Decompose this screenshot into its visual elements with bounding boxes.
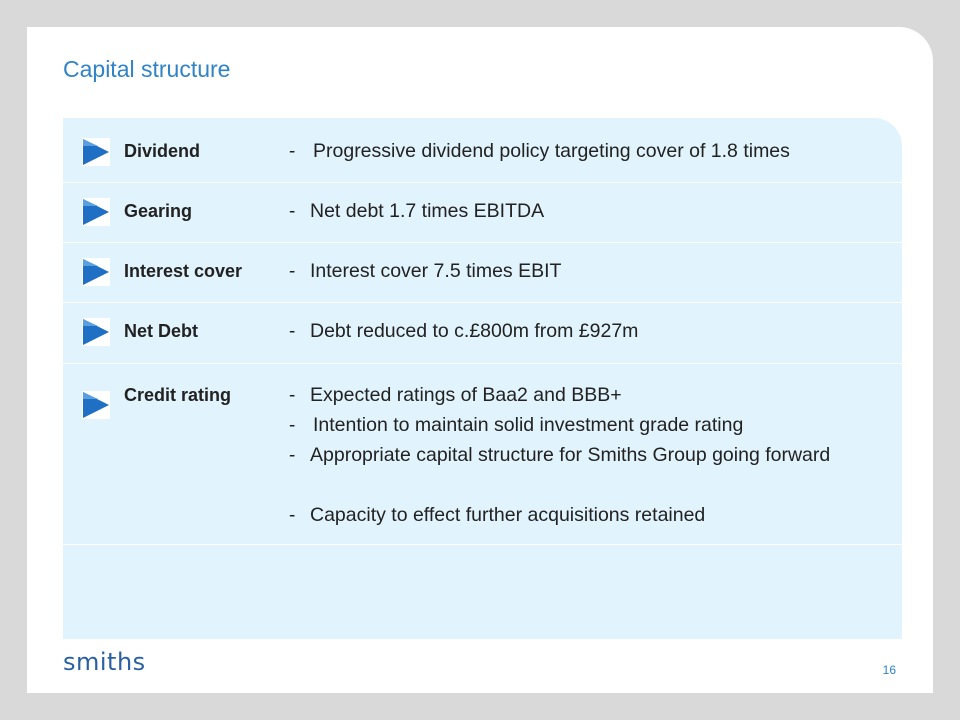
item-label: Dividend: [124, 141, 201, 161]
item-dash: -: [289, 261, 296, 282]
item-text: Progressive dividend policy targeting cover of 1.8 times: [313, 140, 790, 162]
item-label: Net Debt: [124, 321, 199, 341]
item-text: Appropriate capital structure for Smiths Group going forward: [310, 444, 831, 466]
item-text: Expected ratings of Baa2 and BBB+: [310, 384, 622, 406]
item-text: Intention to maintain solid investment grade rating: [313, 414, 744, 436]
arrow-bullet-icon: [82, 198, 110, 226]
item-label: Gearing: [124, 201, 193, 221]
item-text: Net debt 1.7 times EBITDA: [310, 200, 545, 222]
arrow-bullet-icon: [82, 138, 110, 166]
item-text: Interest cover 7.5 times EBIT: [310, 260, 562, 282]
item-label: Credit rating: [124, 385, 232, 405]
row-divider: [63, 363, 902, 364]
row-divider: [63, 544, 902, 545]
row-divider: [63, 302, 902, 303]
item-dash: -: [289, 445, 296, 466]
content-panel: [63, 118, 902, 639]
page-number: 16: [882, 663, 896, 677]
row-divider: [63, 182, 902, 183]
slide-title: Capital structure: [63, 56, 231, 82]
item-label: Interest cover: [124, 261, 243, 281]
item-dash: -: [289, 201, 296, 222]
slide: [27, 27, 933, 693]
smiths-logo: smiths: [63, 648, 146, 676]
arrow-bullet-icon: [82, 318, 110, 346]
item-dash: -: [289, 385, 296, 406]
arrow-bullet-icon: [82, 258, 110, 286]
item-dash: -: [289, 321, 296, 342]
item-dash: -: [289, 505, 296, 526]
item-text: Debt reduced to c.£800m from £927m: [310, 320, 639, 342]
row-divider: [63, 242, 902, 243]
item-dash: -: [289, 415, 296, 436]
item-text: Capacity to effect further acquisitions retained: [310, 504, 706, 526]
arrow-bullet-icon: [82, 391, 110, 419]
item-dash: -: [289, 141, 296, 162]
